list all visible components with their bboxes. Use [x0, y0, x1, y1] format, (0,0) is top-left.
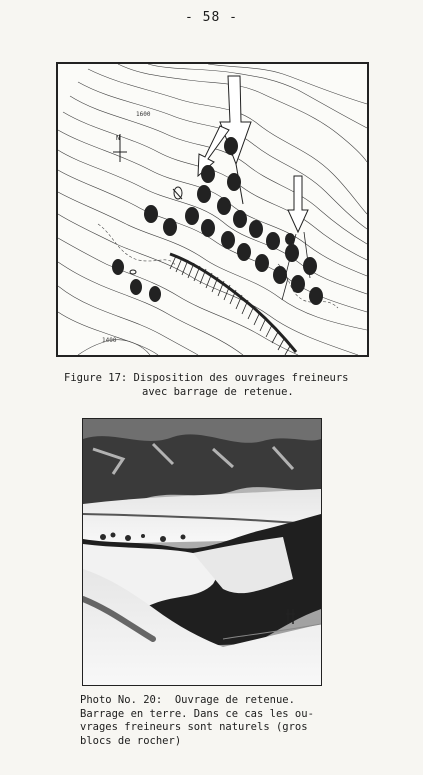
landscape-photo [83, 419, 321, 685]
flow-arrows [198, 76, 308, 232]
flow-arrow-right [288, 176, 308, 232]
contour-label-1600: 1600 [136, 111, 151, 118]
photo-caption-line-2: Barrage en terre. Dans ce cas les ou- [80, 707, 314, 720]
photo-caption [80, 694, 340, 748]
contour-lines [58, 64, 367, 355]
photo-caption-line-1: Photo No. 20: Ouvrage de retenue. [80, 694, 295, 706]
photo-caption-line-3: vrages freineurs sont naturels (gros [80, 721, 308, 733]
contour-map [58, 64, 367, 355]
page-number: - 58 - [185, 10, 238, 25]
photo-caption-line-4: blocs de rocher) [80, 734, 182, 747]
figure-caption-line2: avec barrage de retenue. [142, 386, 294, 398]
figure-caption [64, 371, 384, 399]
figure-label: Figure 17: [64, 372, 128, 384]
figure-17-map [56, 62, 369, 357]
photo-20 [82, 418, 322, 686]
figure-caption-line1 [64, 372, 348, 384]
figure-caption-text1: Disposition des ouvrages freineurs [133, 372, 349, 384]
contour-label-1400: 1400 [102, 337, 117, 344]
north-label: N [116, 134, 121, 142]
